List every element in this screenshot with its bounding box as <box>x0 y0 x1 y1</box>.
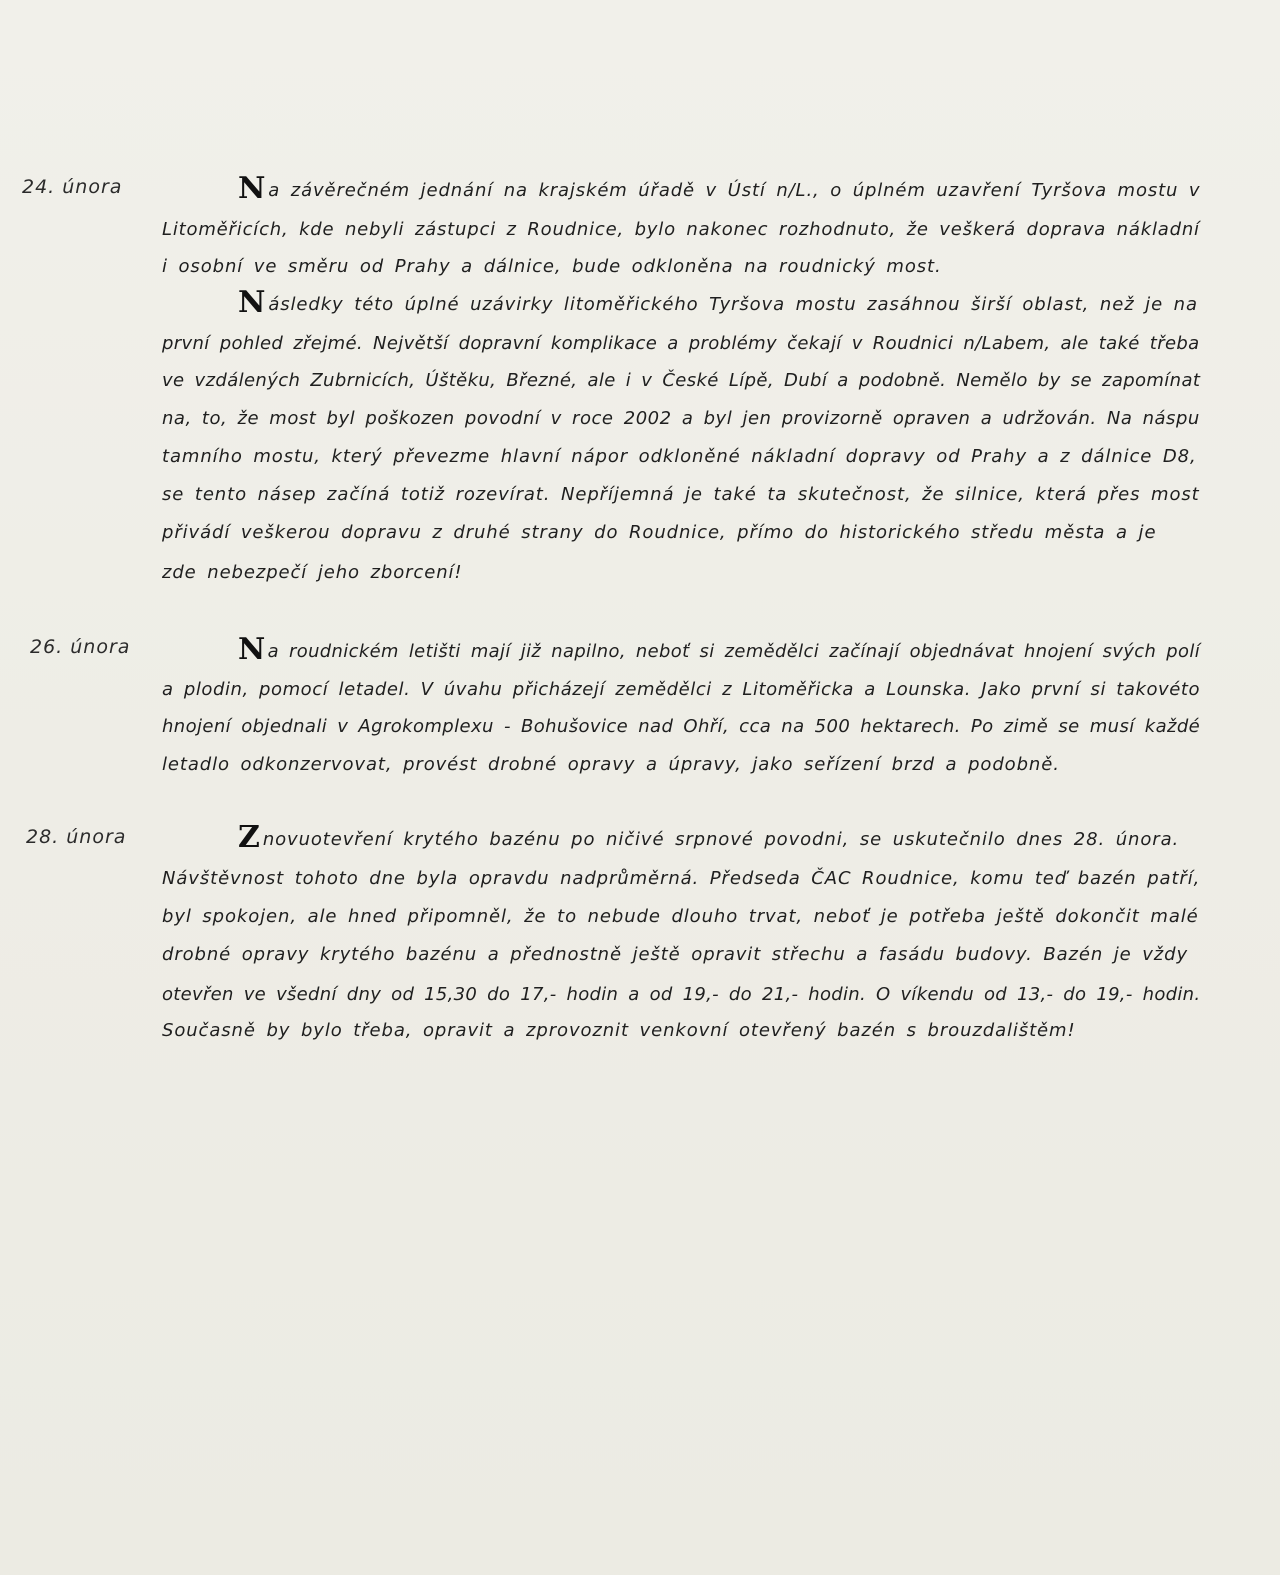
line-text: a roudnickém letišti mají již napilno, neboť si zemědělci začínají objednávat hnojení svých polí <box>267 641 1201 662</box>
text-line: a plodin, pomocí letadel. V úvahu přicházejí zemědělci z Litoměřicka a Lounska. Jako první si takovéto <box>162 679 1201 700</box>
text-line: na, to, že most byl poškozen povodní v roce 2002 a byl jen provizorně opraven a udržován. Na náspu <box>162 408 1200 429</box>
text-line: zde nebezpečí jeho zborcení! <box>162 562 463 583</box>
text-line: i osobní ve směru od Prahy a dálnice, bude odkloněna na roudnický most. <box>162 256 942 277</box>
text-line: byl spokojen, ale hned připomněl, že to nebude dlouho trvat, neboť je potřeba ještě dokončit malé <box>162 906 1199 927</box>
text-line: Návštěvnost tohoto dne byla opravdu nadprůměrná. Předseda ČAC Roudnice, komu teď bazén patří, <box>162 868 1201 889</box>
text-line: tamního mostu, který převezme hlavní nápor odkloněné nákladní dopravy od Prahy a z dálnice D8, <box>162 446 1197 467</box>
paragraph-first-line <box>238 285 1198 320</box>
text-line: Litoměřicích, kde nebyli zástupci z Roudnice, bylo nakonec rozhodnuto, že veškerá doprava nákladní <box>162 219 1200 240</box>
text-line: otevřen ve všední dny od 15,30 do 17,- hodin a od 19,- do 21,- hodin. O víkendu od 13,- do 19,- hodin. <box>162 984 1201 1005</box>
line-text: a závěrečném jednání na krajském úřadě v Ústí n/L., o úplném uzavření Tyršova mostu v <box>268 180 1201 201</box>
paragraph-first-line <box>238 820 1179 855</box>
text-line: přivádí veškerou dopravu z druhé strany do Roudnice, přímo do historického středu města a je <box>162 522 1157 543</box>
entry-date: 26. února <box>30 636 131 658</box>
entry-date: 24. února <box>22 176 123 198</box>
line-text: novuotevření krytého bazénu po ničivé srpnové povodni, se uskutečnilo dnes 28. února. <box>262 829 1180 850</box>
text-line: hnojení objednali v Agrokomplexu - Bohušovice nad Ohří, cca na 500 hektarech. Po zimě se musí každé <box>162 716 1201 737</box>
drop-initial: N <box>238 632 266 667</box>
text-line: se tento násep začíná totiž rozevírat. Nepříjemná je také ta skutečnost, že silnice, která přes most <box>162 484 1200 505</box>
text-line: první pohled zřejmé. Největší dopravní komplikace a problémy čekají v Roudnici n/Labem, ale také třeba <box>162 333 1200 354</box>
text-line: letadlo odkonzervovat, provést drobné opravy a úpravy, jako seřízení brzd a podobně. <box>162 754 1060 775</box>
drop-initial: Z <box>238 820 261 855</box>
drop-initial: N <box>238 171 267 206</box>
paragraph-first-line <box>238 171 1200 206</box>
line-text: ásledky této úplné uzávirky litoměřického Tyršova mostu zasáhnou širší oblast, než je na <box>268 294 1198 315</box>
text-line: ve vzdálených Zubrnicích, Úštěku, Březné, ale i v České Lípě, Dubí a podobně. Nemělo by se zapomínat <box>162 370 1201 391</box>
text-line: Současně by bylo třeba, opravit a zprovoznit venkovní otevřený bazén s brouzdalištěm! <box>162 1020 1076 1041</box>
paragraph-first-line <box>238 632 1200 667</box>
entry-date: 28. února <box>26 826 127 848</box>
drop-initial: N <box>238 285 267 320</box>
text-line: drobné opravy krytého bazénu a přednostně ještě opravit střechu a fasádu budovy. Bazén je vždy <box>162 944 1189 965</box>
